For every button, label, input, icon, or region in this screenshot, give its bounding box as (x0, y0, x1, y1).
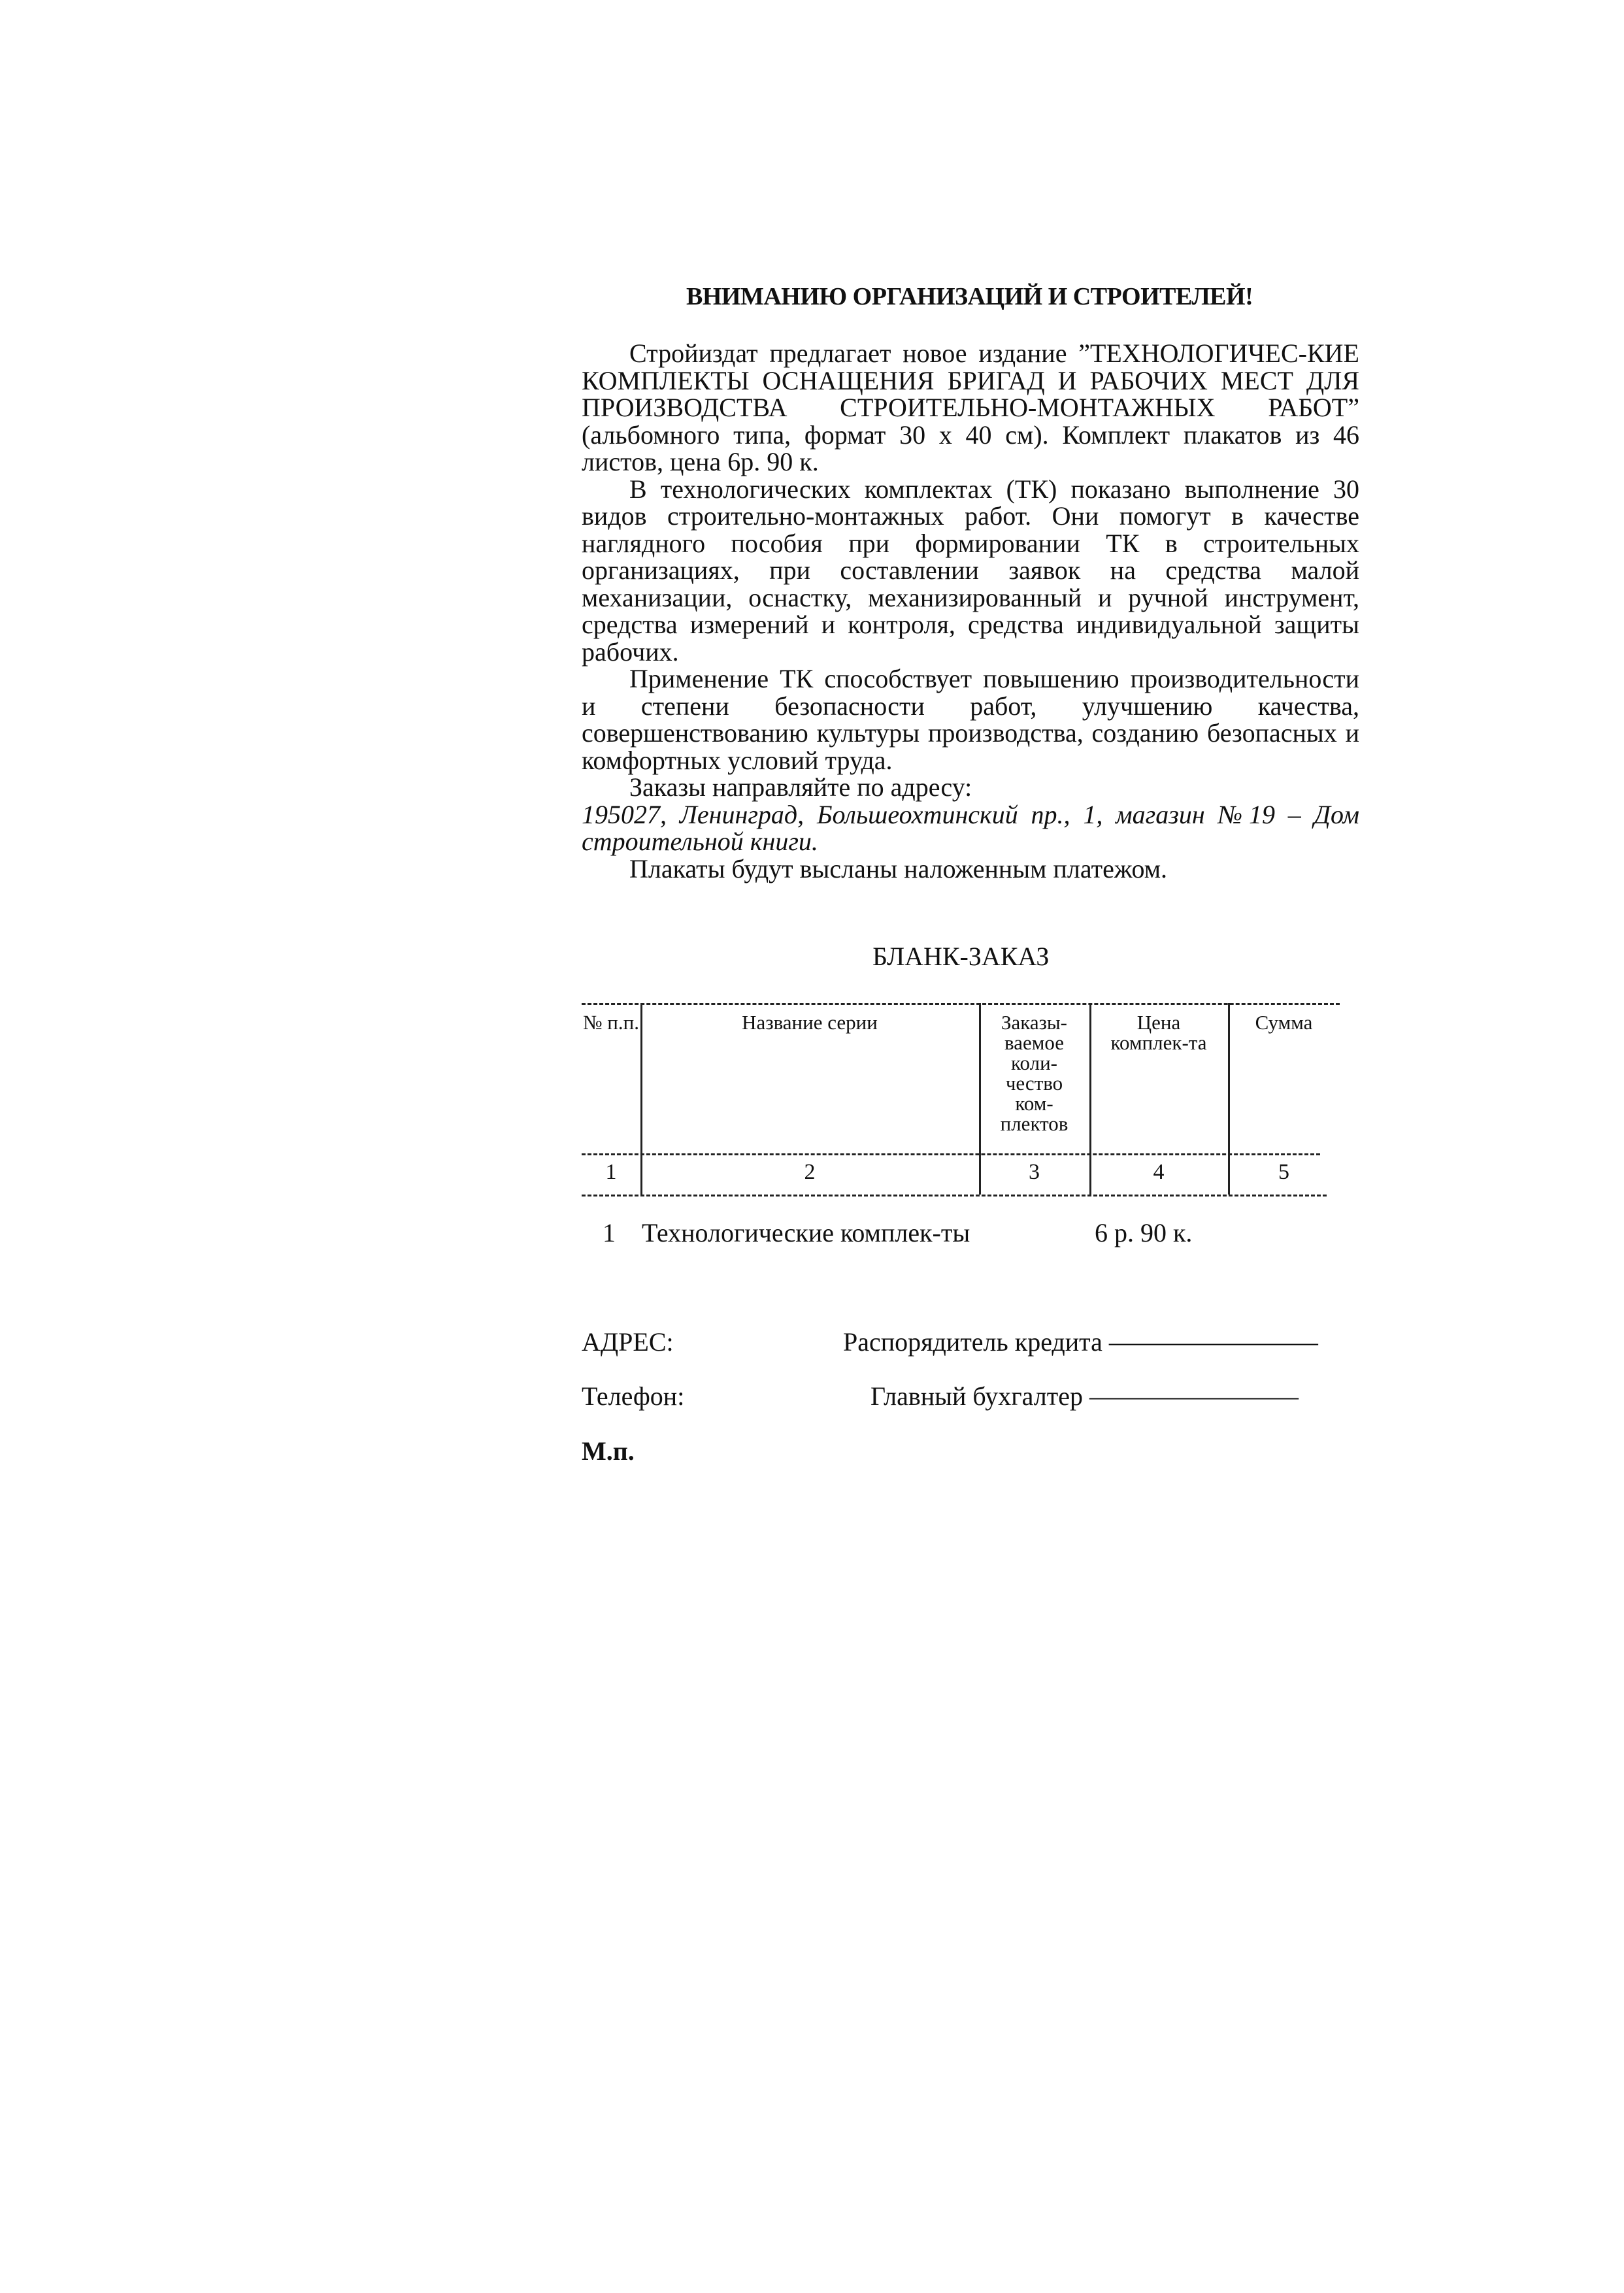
order-row-number: 1 (603, 1218, 616, 1247)
column-header-price: Цена комплек-та (1110, 1011, 1207, 1054)
paragraph-benefits: Применение ТК способствует повышению производительности и степени безопасности работ, улучшению качества, совершенствованию культуры производства, созданию безопасных и комфортных условий труда. (582, 664, 1359, 775)
phone-label: Телефон: (582, 1381, 685, 1411)
column-header-number: № п.п. (582, 1011, 639, 1034)
column-header-sum: Сумма (1255, 1011, 1313, 1034)
order-row-series-name: Технологические комплек-ты (642, 1218, 970, 1247)
table-rule-middle (582, 1153, 1320, 1155)
column-number-5: 5 (1278, 1160, 1289, 1184)
credit-manager-signature-line: Распорядитель кредита ———————— (843, 1327, 1318, 1357)
order-form-table (582, 1003, 1340, 1199)
table-rule-bottom (582, 1195, 1327, 1196)
paragraph-intro: Стройиздат предлагает новое издание ”ТЕХНОЛОГИЧЕС-КИЕ КОМПЛЕКТЫ ОСНАЩЕНИЯ БРИГАД И РАБОЧИХ МЕСТ ДЛЯ ПРОИЗВОДСТВА СТРОИТЕЛЬНО-МОНТАЖНЫХ РАБОТ” (альбомного типа, формат 30 х 40 см). Комплект плакатов из 46 листов, цена 6р. 90 к. (582, 338, 1359, 476)
announcement-body (582, 340, 1359, 882)
column-number-4: 4 (1153, 1160, 1165, 1184)
column-header-quantity: Заказы-ваемое коли-чество ком-плектов (1000, 1011, 1069, 1135)
announcement-heading: ВНИМАНИЮ ОРГАНИЗАЦИЙ И СТРОИТЕЛЕЙ! (686, 283, 1253, 310)
chief-accountant-signature-line: Главный бухгалтер ———————— (870, 1381, 1299, 1411)
column-number-2: 2 (804, 1160, 816, 1184)
address-label: АДРЕС: (582, 1327, 674, 1357)
paragraph-orders: Заказы направляйте по адресу: (629, 772, 972, 802)
stamp-placeholder: М.п. (582, 1436, 635, 1466)
order-row-price: 6 р. 90 к. (1095, 1218, 1193, 1247)
column-header-series: Название серии (742, 1011, 878, 1034)
table-rule-top (582, 1003, 1340, 1005)
paragraph-closing: Плакаты будут высланы наложенным платежом. (629, 853, 1168, 883)
paragraph-description: В технологических комплектах (ТК) показано выполнение 30 видов строительно-монтажных работ. Они помогут в качестве наглядного пособия при формировании ТК в строительных организациях, при составлении заявок на средства малой механизации, оснастку, механизированный и ручной инструмент, средства измерений и контроля, средства индивидуальной защиты рабочих. (582, 474, 1359, 667)
order-form-title: БЛАНК-ЗАКАЗ (872, 942, 1050, 971)
column-number-3: 3 (1029, 1160, 1040, 1184)
order-address: 195027, Ленинград, Большеохтинский пр., 1, магазин №19 – Дом строительной книги. (582, 799, 1359, 856)
column-number-1: 1 (605, 1160, 617, 1184)
